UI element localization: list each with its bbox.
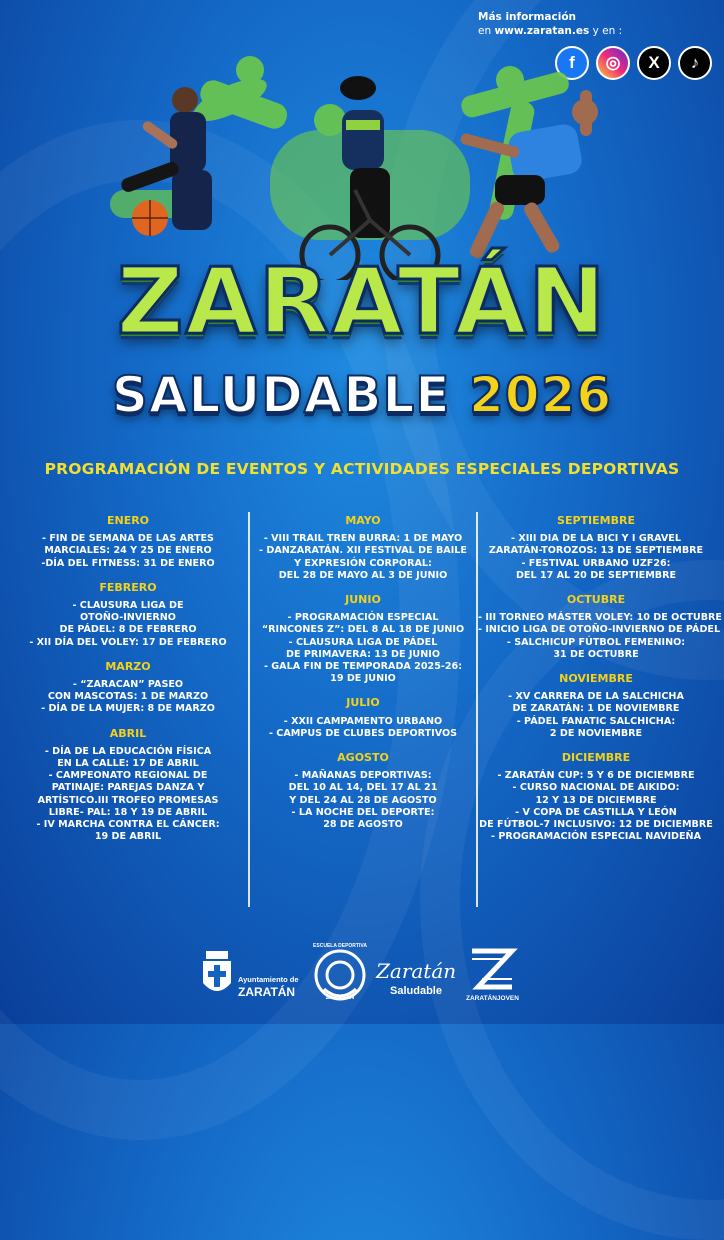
event-line: DE PÁDEL: 8 DE FEBRERO <box>59 624 197 636</box>
month-events <box>478 691 714 740</box>
month-heading: OCTUBRE <box>566 593 626 607</box>
event-line: - PÁDEL FANATIC SALCHICHA: <box>516 715 676 727</box>
month-events <box>250 612 476 685</box>
event-line: MARCIALES: 24 Y 25 DE ENERO <box>44 545 212 557</box>
month-heading: JUNIO <box>345 593 381 607</box>
event-line: - XV CARRERA DE LA SALCHICHA <box>508 691 684 703</box>
event-line: OTOÑO-INVIERNO <box>80 612 176 624</box>
month-events <box>250 716 476 740</box>
ayuntamiento-label: Ayuntamiento de <box>238 975 299 984</box>
month-heading: ABRIL <box>109 726 147 740</box>
month-events <box>250 770 476 831</box>
month-events <box>478 612 722 661</box>
event-line: - MAÑANAS DEPORTIVAS: <box>294 770 432 782</box>
hero-athletes-illustration <box>80 40 640 280</box>
event-line: - XIII DIA DE LA BICI Y I GRAVEL <box>511 533 681 545</box>
event-line: 28 DE AGOSTO <box>323 819 403 831</box>
footer-logos <box>0 945 724 1015</box>
event-line: - CLAUSURA LIGA DE <box>72 600 184 612</box>
event-line: - CAMPUS DE CLUBES DEPORTIVOS <box>268 727 458 739</box>
event-line: DE PRIMAVERA: 13 DE JUNIO <box>286 648 440 660</box>
event-line: DE ZARATÁN: 1 DE NOVIEMBRE <box>512 703 680 715</box>
month-events <box>10 679 246 716</box>
month-heading: DICIEMBRE <box>561 751 631 765</box>
month-heading: MAYO <box>345 514 381 527</box>
event-line: “RINCONES Z”: DEL 8 AL 18 DE JUNIO <box>261 624 465 636</box>
page-title: ZARATÁN <box>116 248 608 355</box>
month-heading: ENERO <box>106 514 150 527</box>
month-heading: FEBRERO <box>99 580 157 594</box>
x-icon[interactable]: X <box>637 46 671 80</box>
month-events <box>250 533 476 582</box>
event-line: 12 Y 13 DE DICIEMBRE <box>535 794 657 806</box>
event-line: DEL 10 AL 14, DEL 17 AL 21 <box>288 782 438 794</box>
saludable-word-footer: Saludable <box>390 985 442 997</box>
facebook-icon[interactable]: f <box>555 46 589 80</box>
event-line: - III TORNEO MÁSTER VOLEY: 10 DE OCTUBRE <box>478 612 722 624</box>
event-line: PATINAJE: PAREJAS DANZA Y <box>51 782 205 794</box>
ayuntamiento-name: ZARATÁN <box>238 985 296 999</box>
event-line: CON MASCOTAS: 1 DE MARZO <box>47 691 209 703</box>
month-events <box>10 533 246 570</box>
event-line: - “ZARACAN” PASEO <box>72 679 184 691</box>
event-line: - CURSO NACIONAL DE AIKIDO: <box>512 782 680 794</box>
website-link[interactable]: www.zaratan.es <box>494 25 590 37</box>
event-line: 19 DE ABRIL <box>94 831 162 843</box>
event-line: Y DEL 24 AL 28 DE AGOSTO <box>289 794 437 806</box>
column-sep-dec <box>478 514 722 855</box>
month-heading: NOVIEMBRE <box>559 672 633 686</box>
event-line: - V COPA DE CASTILLA Y LEÓN <box>515 806 677 818</box>
event-line: DEL 17 AL 20 DE SEPTIEMBRE <box>515 569 677 581</box>
event-line: DEL 28 DE MAYO AL 3 DE JUNIO <box>278 569 448 581</box>
year: 2026 <box>468 366 613 424</box>
event-line: - DANZARATÁN. XII FESTIVAL DE BAILE <box>259 545 467 557</box>
event-line: - GALA FIN DE TEMPORADA 2025-26: <box>263 661 463 673</box>
page-subtitle-line <box>0 366 724 424</box>
more-info-heading: Más información <box>478 11 577 23</box>
event-line: LIBRE- PAL: 18 Y 19 DE ABRIL <box>48 806 208 818</box>
event-line: - XXII CAMPAMENTO URBANO <box>283 715 443 727</box>
event-line: Y EXPRESIÓN CORPORAL: <box>294 557 432 569</box>
event-line: ARTÍSTICO.III TROFEO PROMESAS <box>37 794 219 806</box>
zaratan-joven-logo <box>466 945 518 1000</box>
month-heading: JULIO <box>346 696 380 710</box>
escuela-deportiva-logo <box>312 945 368 1010</box>
event-line: ZARATÁN-TOROZOS: 13 DE SEPTIEMBRE <box>488 545 704 557</box>
column-may-aug <box>250 515 476 843</box>
event-line: - IV MARCHA CONTRA EL CÁNCER: <box>36 819 220 831</box>
event-line: EN LA CALLE: 17 DE ABRIL <box>57 758 199 770</box>
escuela-top-text: ESCUELA DEPORTIVA <box>313 943 367 949</box>
event-line: - FESTIVAL URBANO UZF26: <box>521 557 671 569</box>
tiktok-icon[interactable]: ♪ <box>678 46 712 80</box>
event-line: 31 DE OCTUBRE <box>553 648 639 660</box>
saludable-word: SALUDABLE <box>111 366 451 424</box>
event-line: - SALCHICUP FÚTBOL FEMENINO: <box>506 636 686 648</box>
event-line: - ZARATÁN CUP: 5 Y 6 DE DICIEMBRE <box>497 770 695 782</box>
event-line: - PROGRAMACIÓN ESPECIAL <box>287 612 439 624</box>
event-line: -DÍA DEL FITNESS: 31 DE ENERO <box>41 557 215 569</box>
event-line: - FIN DE SEMANA DE LAS ARTES <box>42 533 214 545</box>
event-line: 2 DE NOVIEMBRE <box>549 727 643 739</box>
coat-of-arms-icon <box>200 949 234 1001</box>
month-heading: SEPTIEMBRE <box>557 514 635 527</box>
month-events <box>478 533 714 582</box>
instagram-icon[interactable]: ◎ <box>596 46 630 80</box>
joven-text: ZARATÁNJOVEN <box>466 995 519 1002</box>
event-line: - CAMPEONATO REGIONAL DE <box>48 770 208 782</box>
event-line: - CLAUSURA LIGA DE PÁDEL <box>288 636 438 648</box>
event-line: - DÍA DE LA MUJER: 8 DE MARZO <box>41 703 215 715</box>
escuela-bottom-text: ZARATÁN <box>325 995 355 1001</box>
event-line: - XII DÍA DEL VOLEY: 17 DE FEBRERO <box>29 636 227 648</box>
more-info-line: en www.zaratan.es y en : <box>478 25 623 37</box>
month-events <box>10 600 246 649</box>
column-jan-apr <box>10 515 246 855</box>
event-line: DE FÚTBOL-7 INCLUSIVO: 12 DE DICIEMBRE <box>479 819 713 831</box>
month-events <box>10 746 246 844</box>
month-heading: MARZO <box>105 659 151 673</box>
event-line: - LA NOCHE DEL DEPORTE: <box>291 806 435 818</box>
event-line: - VIII TRAIL TREN BURRA: 1 DE MAYO <box>263 533 463 545</box>
z-mark-icon <box>466 945 518 995</box>
month-heading: AGOSTO <box>337 751 389 765</box>
event-line: - PROGRAMACIÓN ESPECIAL NAVIDEÑA <box>491 831 701 843</box>
month-events <box>478 770 714 843</box>
saludable-script: Zaratán <box>376 959 457 983</box>
programme-heading: PROGRAMACIÓN DE EVENTOS Y ACTIVIDADES ESPECIALES DEPORTIVAS <box>44 460 680 478</box>
event-line: - DÍA DE LA EDUCACIÓN FÍSICA <box>44 745 212 757</box>
event-line: 19 DE JUNIO <box>330 673 396 685</box>
event-line: - INICIO LIGA DE OTOÑO-INVIERNO DE PÁDEL <box>478 624 721 636</box>
more-info <box>478 10 622 38</box>
